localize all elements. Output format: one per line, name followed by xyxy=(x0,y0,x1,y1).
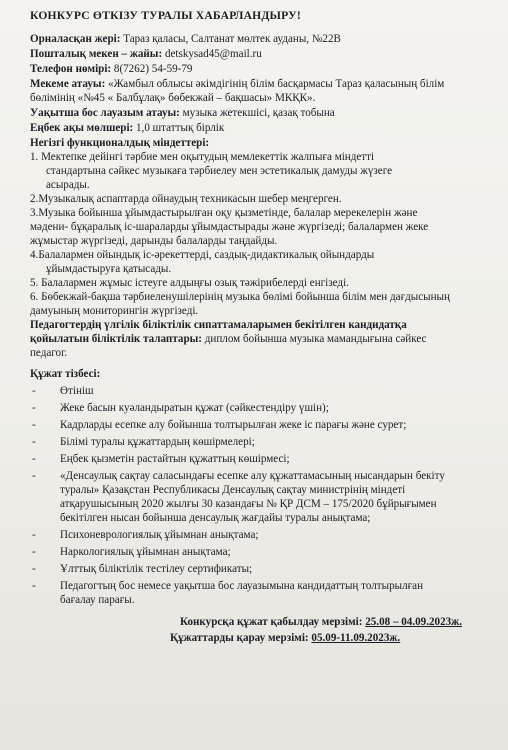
phone-label: Телефон нөмірі: xyxy=(30,63,112,75)
document-item-text: бағалау парағы. xyxy=(60,594,135,606)
duty-line: 3.Музыка бойынша ұйымдастырылған оқу қызметінде, балалар мерекелерін және xyxy=(30,207,418,219)
dash-bullet-icon: - xyxy=(32,580,36,592)
institution-line1: «Жамбыл облысы әкімдігінің білім басқармасы Тараз қаласының білім xyxy=(108,78,445,90)
location-label: Орналасқан жері: xyxy=(30,33,121,45)
institution-field xyxy=(30,77,492,105)
duties-heading: Негізгі функционалдық міндеттері: xyxy=(30,137,210,149)
duty-line: 4.Балалармен ойындық іс-әрекеттерді, саздық-дидактикалық ойындарды xyxy=(30,249,375,261)
vacancy-label: Уақытша бос лауазым атауы: xyxy=(30,107,180,119)
duty-line: асырады. xyxy=(46,179,90,191)
dash-bullet-icon: - xyxy=(32,529,36,541)
document-item-text: туралы» Қазақстан Республикасы Денсаулық сақтау министрінің міндеті xyxy=(60,484,406,496)
document-item xyxy=(30,545,492,559)
institution-label: Мекеме атауы: xyxy=(30,78,106,90)
document-item xyxy=(30,579,492,607)
document-item xyxy=(30,418,492,432)
dash-bullet-icon: - xyxy=(32,436,36,448)
phone-value: 8(7262) 54-59-79 xyxy=(113,63,193,75)
duty-item xyxy=(30,248,492,276)
dash-bullet-icon: - xyxy=(32,563,36,575)
document-item-text: Өтініш xyxy=(60,385,94,397)
location-value: Тараз қаласы, Салтанат мөлтек ауданы, №22В xyxy=(123,33,341,45)
review-deadline-label: Құжаттарды қарау мерзімі: xyxy=(170,632,312,644)
duty-line: 2.Музыкалық аспаптарда ойнаудың техникасын шебер меңгерген. xyxy=(30,193,342,205)
salary-value: 1,0 штаттық бірлік xyxy=(136,122,225,134)
document-item-text: Педагогтың бос немесе уақытша бос лауазымына кандидаттың толтырылған xyxy=(60,580,424,592)
dash-bullet-icon: - xyxy=(32,385,36,397)
submission-deadline-label: Конкурсқа құжат қабылдау мерзімі: xyxy=(180,616,366,628)
institution-line2: бөлімінің «№45 « Балбұлақ» бөбекжай – бақшасы» МКҚК». xyxy=(30,92,316,104)
duty-line: жұмыстар жүргізеді, дарынды балаларды таңдайды. xyxy=(30,235,278,247)
duty-item xyxy=(30,192,492,206)
duty-line: ұйымдастыруға қатысады. xyxy=(46,263,172,275)
document-item xyxy=(30,435,492,449)
vacancy-value: музыка жетекшісі, қазақ тобына xyxy=(182,107,335,119)
document-item xyxy=(30,528,492,542)
submission-deadline xyxy=(30,615,492,629)
duties-list xyxy=(30,150,492,318)
document-item-text: Еңбек қызметін растайтын құжаттың көшірмесі; xyxy=(60,453,290,465)
documents-heading: Құжат тізбесі: xyxy=(30,368,101,380)
document-item-text: бекітілген нысан бойынша денсаулық жағдайы туралы анықтама; xyxy=(60,512,371,524)
document-item xyxy=(30,401,492,415)
duty-line: дамуының мониторингін жүргізеді. xyxy=(30,305,199,317)
vacancy-field xyxy=(30,106,492,120)
dash-bullet-icon: - xyxy=(32,453,36,465)
duty-item xyxy=(30,150,492,192)
announcement-body xyxy=(30,9,492,645)
salary-field xyxy=(30,121,492,135)
document-item xyxy=(30,562,492,576)
dash-bullet-icon: - xyxy=(32,402,36,414)
duty-item xyxy=(30,290,492,318)
document-item-text: Кадрларды есепке алу бойынша толтырылған жеке іс парағы және сурет; xyxy=(60,419,407,431)
dash-bullet-icon: - xyxy=(32,419,36,431)
duty-line: мәдени- бұқаралық іс-шараларды ұйымдастырады және жүргізеді; балалармен жеке xyxy=(30,221,429,233)
document-item xyxy=(30,452,492,466)
requirements-line3: педагог. xyxy=(30,347,68,359)
documents-list xyxy=(30,384,492,607)
dash-bullet-icon: - xyxy=(32,470,36,482)
duty-line: 5. Балалармен жұмыс істеуге алдыңғы озық тәжірибелерді енгізеді. xyxy=(30,277,349,289)
duty-line: стандартына сәйкес музыкаға тәрбиелеу мен эстетикалық дамуды жүзеге xyxy=(46,165,393,177)
document-item-text: Білімі туралы құжаттардың көшірмелері; xyxy=(60,436,255,448)
document-item-text: атқарушысының 2020 жылғы 30 казандағы № ҚР ДСМ – 175/2020 бұйрығымен xyxy=(60,498,437,510)
requirements-line2-label: қойылатын біліктілік талаптары: xyxy=(30,333,202,345)
document-item-text: «Денсаулық сақтау саласындағы есепке алу құжаттамасының нысандарын бекіту xyxy=(60,470,445,482)
requirements-line2-text: диплом бойынша музыка мамандығына сәйкес xyxy=(202,333,427,345)
document-item-text: Наркологиялық ұйымнан анықтама; xyxy=(60,546,231,558)
requirements-line1: Педагогтердің үлгілік біліктілік сипаттамаларымен бекітілген кандидатқа xyxy=(30,319,407,331)
duty-line: 6. Бөбекжай-бақша тәрбиеленушілерінің музыка бөлімі бойынша білім мен дағдысының xyxy=(30,291,450,303)
document-item-text: Психоневрологиялық ұйымнан анықтама; xyxy=(60,529,259,541)
salary-label: Еңбек ақы мөлшері: xyxy=(30,122,134,134)
document-item-text: Ұлттық біліктілік тестілеу сертификаты; xyxy=(60,563,253,575)
document-item xyxy=(30,469,492,525)
email-value: detskysad45@mail.ru xyxy=(164,48,262,60)
duty-item xyxy=(30,276,492,290)
announcement-title: КОНКУРС ӨТКІЗУ ТУРАЛЫ ХАБАРЛАНДЫРУ! xyxy=(30,9,301,22)
requirements-block xyxy=(30,318,492,360)
document-item xyxy=(30,384,492,398)
phone-field xyxy=(30,62,492,76)
duty-line: 1. Мектепке дейінгі тәрбие мен оқытудың мемлекеттік жалпыға міндетті xyxy=(30,151,375,163)
review-deadline-dates: 05.09-11.09.2023ж. xyxy=(311,632,401,644)
document-item-text: Жеке басын куәландыратын құжат (сәйкестендіру үшін); xyxy=(60,402,329,414)
dash-bullet-icon: - xyxy=(32,546,36,558)
review-deadline xyxy=(30,631,492,645)
location-field xyxy=(30,32,492,46)
submission-deadline-dates: 25.08 – 04.09.2023ж. xyxy=(365,616,462,628)
email-label: Пошталық мекен – жайы: xyxy=(30,48,163,60)
email-field xyxy=(30,47,492,61)
duty-item xyxy=(30,206,492,248)
